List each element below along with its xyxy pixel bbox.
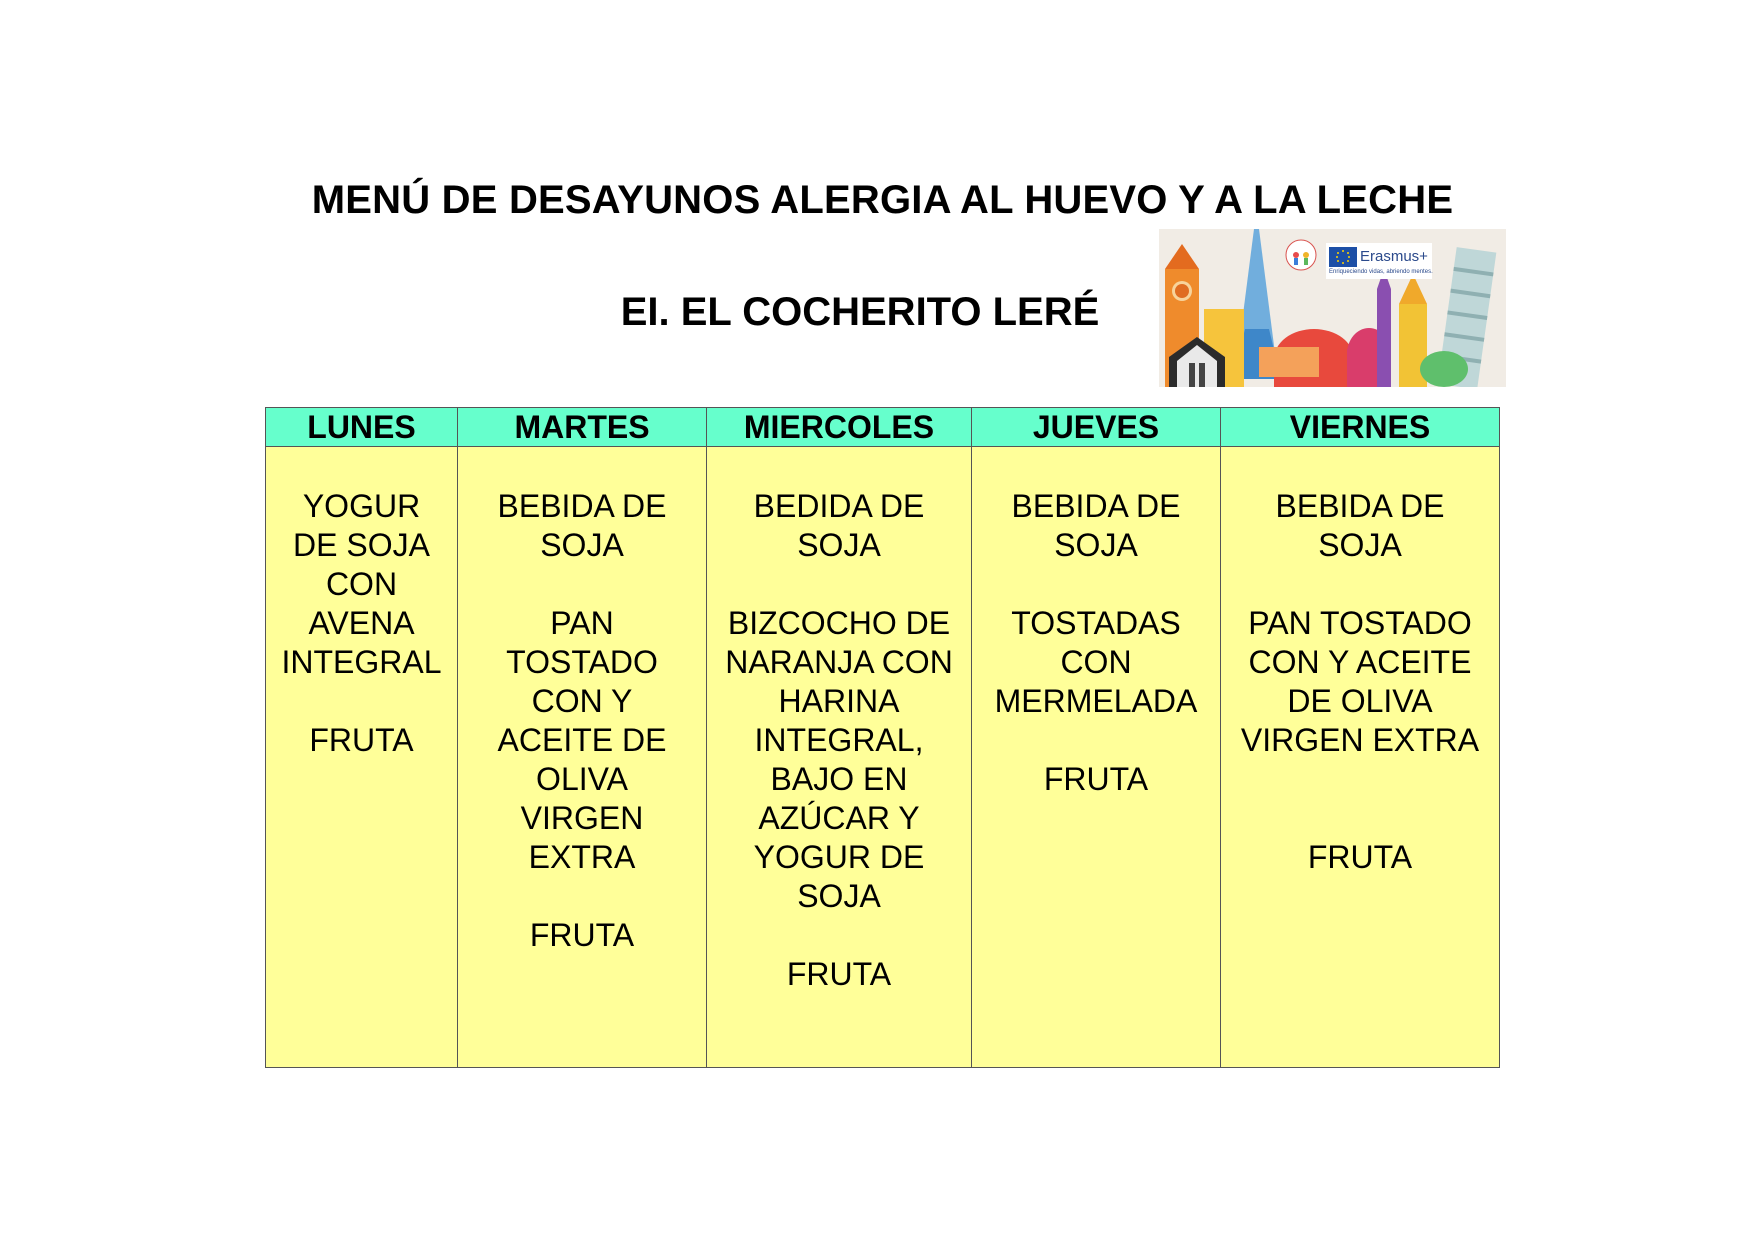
menu-item-line (976, 565, 1216, 604)
day-header-row (266, 408, 1500, 447)
menu-item-line: FRUTA (309, 722, 414, 758)
menu-cell-thursday (972, 447, 1221, 1068)
menu-item-line: DE OLIVA (1287, 683, 1433, 719)
menu-item-line: SOJA (1318, 527, 1402, 563)
day-header-tuesday: MARTES (458, 408, 707, 447)
erasmus-brand-text: Erasmus+ (1360, 248, 1428, 265)
menu-item-line: VIRGEN (520, 800, 644, 836)
day-header-monday: LUNES (266, 408, 458, 447)
menu-item-line (1225, 799, 1495, 838)
breakfast-menu-table (265, 407, 1500, 1068)
menu-item-line: BIZCOCHO DE (727, 605, 951, 641)
menu-item-line: FRUTA (786, 956, 892, 992)
menu-item-line: SOJA (1054, 527, 1138, 563)
menu-item-line (462, 565, 702, 604)
menu-item-line: TOSTADAS (1011, 605, 1181, 641)
menu-item-line: CON (325, 566, 398, 602)
menu-item-line: SOJA (797, 878, 881, 914)
erasmus-plus-logo (1326, 243, 1432, 279)
menu-item-line: CON Y (531, 683, 633, 719)
menu-item-line (711, 916, 967, 955)
menu-item-line: MERMELADA (994, 683, 1198, 719)
menu-item-line: EXTRA (528, 839, 636, 875)
school-logo (1281, 237, 1321, 273)
menu-item-line: CON (1060, 644, 1132, 680)
menu-item-line: BEBIDA DE (1011, 488, 1181, 524)
menu-item-line: FRUTA (529, 917, 635, 953)
page-title: MENÚ DE DESAYUNOS ALERGIA AL HUEVO Y A LA LECHE (311, 178, 1454, 222)
menu-item-line: BEBIDA DE (1275, 488, 1445, 524)
menu-item-line (462, 877, 702, 916)
menu-item-line: BAJO EN (770, 761, 908, 797)
menu-item-line: SOJA (540, 527, 624, 563)
menu-cell-tuesday (458, 447, 707, 1068)
menu-item-line: NARANJA CON (725, 644, 953, 680)
menu-item-line (1225, 760, 1495, 799)
school-name: EI. EL COCHERITO LERÉ (620, 290, 1100, 334)
day-header-wednesday: MIERCOLES (707, 408, 972, 447)
menu-item-line: BEDIDA DE (753, 488, 925, 524)
menu-item-line: DE SOJA (293, 527, 430, 563)
menu-item-line: YOGUR (302, 488, 421, 524)
menu-item-line: INTEGRAL (281, 644, 442, 680)
menu-item-line: INTEGRAL, (754, 722, 924, 758)
menu-row (266, 447, 1500, 1068)
menu-cell-friday (1221, 447, 1500, 1068)
erasmus-banner-image (1159, 229, 1506, 387)
menu-item-line: AZÚCAR Y (758, 800, 920, 836)
menu-cell-monday (266, 447, 458, 1068)
menu-item-line: PAN TOSTADO (1248, 605, 1472, 641)
menu-item-line: CON Y ACEITE (1248, 644, 1472, 680)
menu-item-line: YOGUR DE (753, 839, 925, 875)
day-header-thursday: JUEVES (972, 408, 1221, 447)
menu-item-line: BEBIDA DE (497, 488, 667, 524)
menu-item-line: OLIVA (536, 761, 628, 797)
eu-flag-icon (1329, 247, 1357, 267)
menu-item-line (1225, 565, 1495, 604)
menu-item-line: FRUTA (1307, 839, 1413, 875)
erasmus-tagline: Enriqueciendo vidas, abriendo mentes. (1329, 269, 1433, 275)
menu-item-line: PAN (550, 605, 614, 641)
menu-item-line: VIRGEN EXTRA (1240, 722, 1480, 758)
menu-item-line (711, 565, 967, 604)
menu-item-line: ACEITE DE (497, 722, 667, 758)
menu-item-line (270, 682, 453, 721)
menu-item-line: HARINA (778, 683, 900, 719)
menu-item-line: TOSTADO (506, 644, 658, 680)
menu-item-line: AVENA (308, 605, 415, 641)
menu-cell-wednesday (707, 447, 972, 1068)
menu-item-line (976, 721, 1216, 760)
day-header-friday: VIERNES (1221, 408, 1500, 447)
menu-item-line: FRUTA (1043, 761, 1149, 797)
menu-item-line: SOJA (797, 527, 881, 563)
